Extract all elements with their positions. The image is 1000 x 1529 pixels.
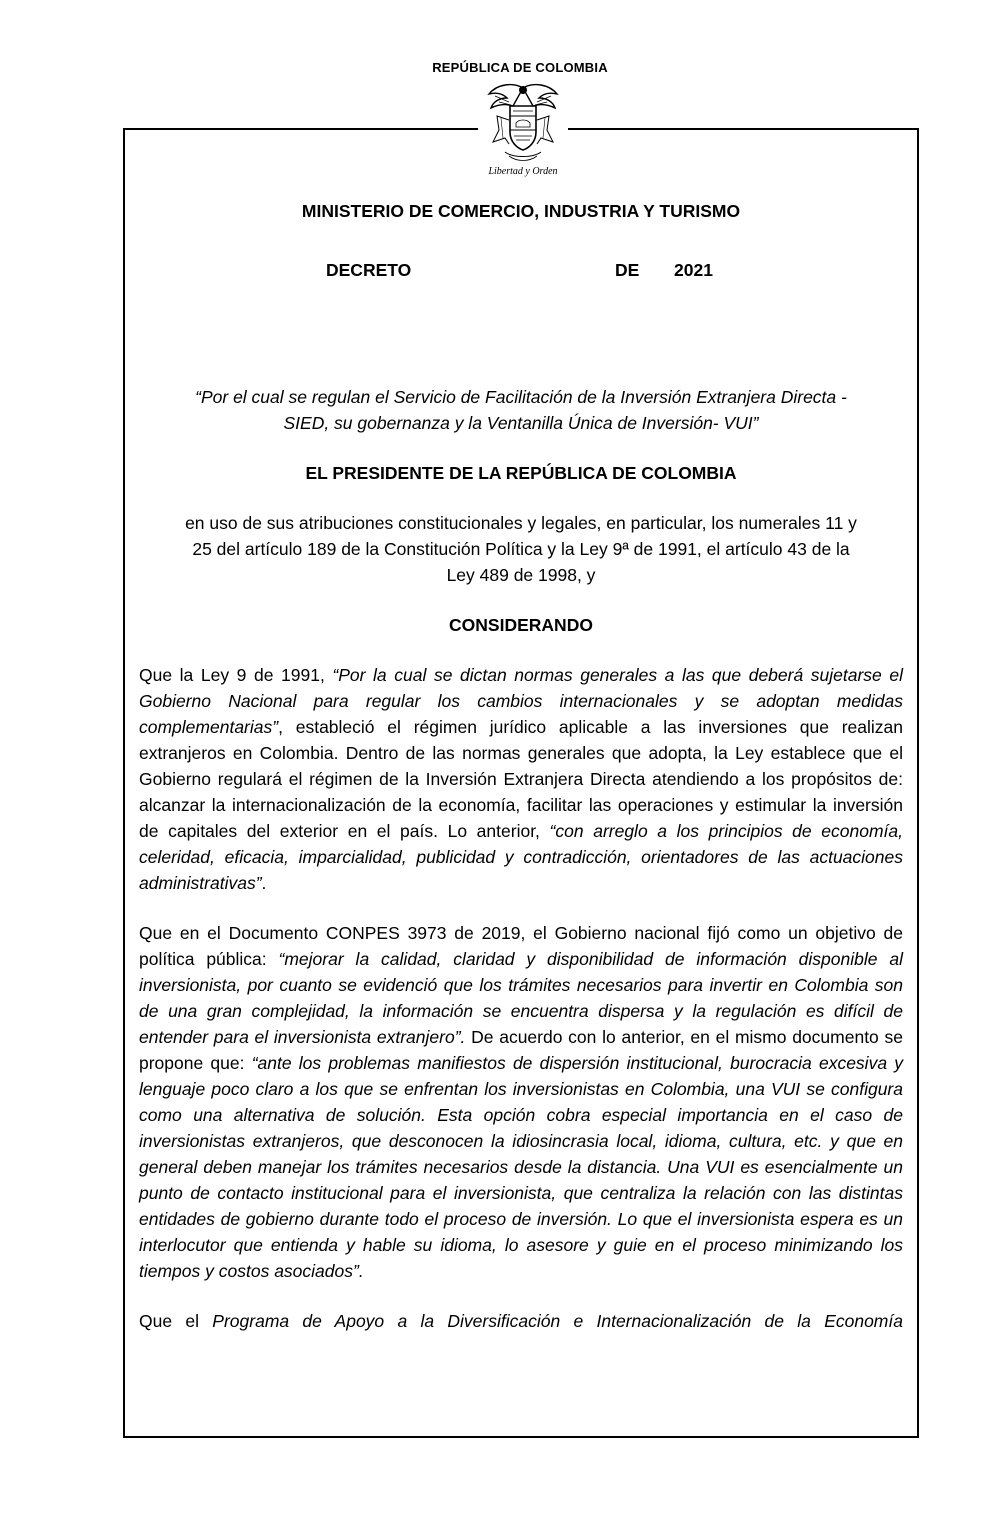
paragraph-text: Que en el Documento CONPES 3973 de 2019, el Gobierno nacional fijó como un objetivo de política pública:	[139, 923, 903, 969]
paragraph-text: .	[261, 873, 267, 893]
national-seal	[478, 80, 568, 185]
paragraph-quote: “con arreglo a los principios de economía, celeridad, eficacia, imparcialidad, publicidad y contradicción, orientadores de las actuaciones administrativas”	[139, 821, 903, 893]
paragraph-quote: “ante los problemas manifiestos de dispersión institucional, burocracia excesiva y lenguaje poco claro a los que se enfrentan los inversionistas en Colombia, una VUI se configura como una alternativa de solución. Esta opción cobra especial importancia en el caso de inversionistas extranjeros, que desconocen la idiosincrasia local, idioma, cultura, etc. y que en general deben manejar los trámites necesarios desde la distancia. Una VUI es esencialmente un punto de contacto institucional para el inversionista, que centraliza la relación con las distintas entidades de gobierno durante todo el proceso de inversión. Lo que el inversionista espera es un interlocutor que entienda y hable su idioma, lo asesore y guie en el proceso minimizando los tiempos y costos asociados”.	[139, 1053, 903, 1281]
seal-motto: Libertad y Orden	[488, 166, 558, 177]
document-body	[139, 195, 903, 1334]
paragraph-text: Que la Ley 9 de 1991,	[139, 665, 333, 685]
paragraph-quote: “mejorar la calidad, claridad y disponibilidad de información disponible al inversionista, por cuanto se evidenció que los trámites necesarios para invertir en Colombia son de una gran complejidad, la información se encuentra dispersa y la regulación es difícil de entender para el inversionista extranjero”.	[139, 949, 903, 1047]
ministry-heading: MINISTERIO DE COMERCIO, INDUSTRIA Y TURISMO	[301, 201, 741, 221]
considering-paragraph-3	[139, 1308, 903, 1334]
decree-year: 2021	[674, 260, 713, 280]
decree-title	[139, 384, 903, 436]
decree-label: DECRETO	[326, 260, 412, 280]
country-header: REPÚBLICA DE COLOMBIA	[432, 60, 608, 75]
paragraph-text: De acuerdo con lo anterior, en el mismo documento se propone que:	[139, 1027, 903, 1073]
decree-title-line: “Por el cual se regulan el Servicio de Facilitación de la Inversión Extranjera Directa -	[195, 387, 847, 407]
powers-line: Ley 489 de 1998, y	[446, 565, 596, 585]
paragraph-quote: “Por la cual se dictan normas generales a las que deberá sujetarse el Gobierno Nacional para regular los cambios internacionales y se adoptan medidas complementarias”	[139, 665, 903, 737]
decree-de-label: DE	[615, 260, 640, 280]
powers-clause	[139, 510, 903, 588]
powers-line: en uso de sus atribuciones constitucionales y legales, en particular, los numerales 11 y	[185, 513, 857, 533]
coat-of-arms-icon	[483, 80, 563, 168]
considering-heading: CONSIDERANDO	[449, 615, 593, 635]
paragraph-text: , estableció el régimen jurídico aplicable a las inversiones que realizan extranjeros en Colombia. Dentro de las normas generales que adopta, la Ley establece que el Gobierno regulará el régimen de la Inversión Extranjera Directa atendiendo a los propósitos de: alcanzar la internacionalización de la economía, facilitar las operaciones y estimular la inversión de capitales del exterior en el país. Lo anterior,	[139, 717, 903, 841]
powers-line: 25 del artículo 189 de la Constitución Política y la Ley 9ª de 1991, el artículo 43 de la	[192, 539, 850, 559]
considering-paragraph-2	[139, 920, 903, 1284]
decree-line	[139, 257, 903, 283]
president-heading: EL PRESIDENTE DE LA REPÚBLICA DE COLOMBIA	[305, 463, 737, 483]
paragraph-text: Que el	[139, 1311, 213, 1331]
decree-title-line: SIED, su gobernanza y la Ventanilla Única de Inversión- VUI”	[283, 413, 759, 433]
considering-paragraph-1	[139, 662, 903, 896]
paragraph-quote: Programa de Apoyo a la Diversificación e Internacionalización de la Economía	[212, 1311, 903, 1331]
